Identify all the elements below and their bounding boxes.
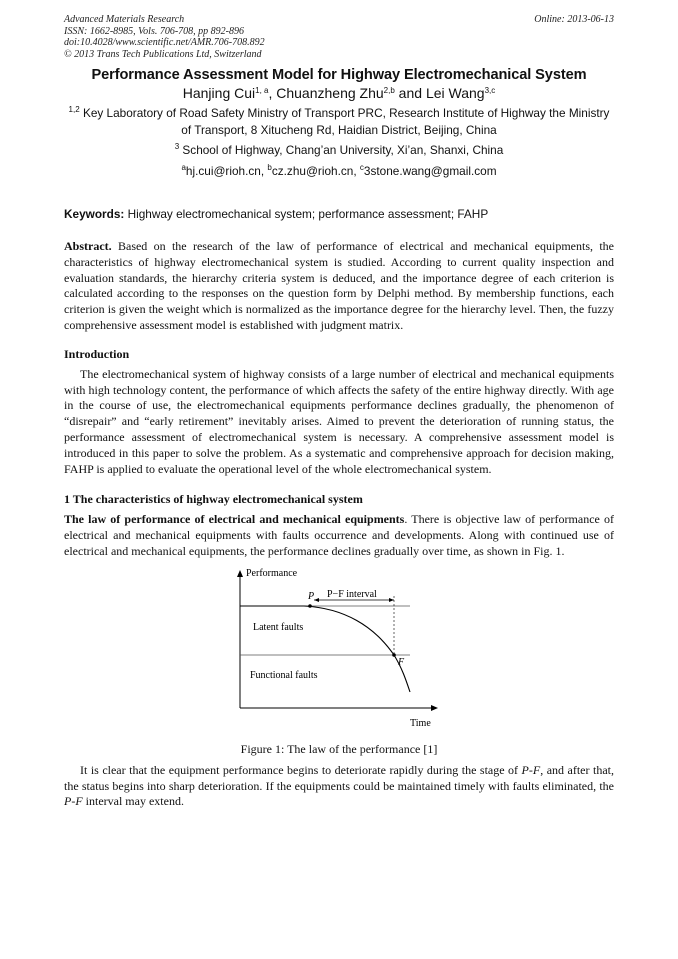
author-sup: 2,b — [383, 86, 395, 95]
section1-paragraph — [64, 512, 614, 559]
email-sup: c — [359, 163, 364, 172]
email-link[interactable]: hj.cui@rioh.cn — [185, 164, 261, 178]
abstract — [64, 239, 614, 334]
keywords-label: Keywords: — [64, 207, 125, 221]
journal-header — [64, 14, 614, 60]
affiliation-text: Key Laboratory of Road Safety Ministry of Transport PRC, Research Institute of Highway the Ministry of Transport, 8 Xitucheng Rd, Haidian District, Beijing, China — [82, 106, 610, 137]
journal-name: Advanced Materials Research — [64, 14, 185, 25]
figure-1 — [64, 568, 614, 738]
author-name: Chuanzheng Zhu — [276, 85, 384, 101]
affiliation-sup: 1,2 — [68, 105, 80, 114]
email-line: $^a$hj.cui@rioh.cn, $^b$cz.zhu@rioh.cn, $^c$3stone.wang@gmail.com — [181, 163, 497, 178]
functional-faults-label: Functional faults — [250, 669, 318, 681]
x-axis-label: Time — [410, 717, 431, 729]
closing-paragraph — [64, 763, 614, 810]
p-label: P — [308, 590, 315, 602]
section1-lead: The law of performance of electrical and mechanical equipments — [64, 512, 405, 527]
pf-arrow-left — [314, 598, 319, 602]
intro-paragraph: The electromechanical system of highway consists of a large number of electrical and mechanical equipments with high technology content, the performance of which affects the safety of the entire highway directly. With age in the course of use, the electromechanical equipments performance declines gradually, the phenomenon of “disrepair” and “early retirement” inevitably arises. Aimed to prevent the deterioration of running status, the performance assessment of electromechanical system is necessary. A comprehensive assessment model is introduced in this paper to solve the problem. As a systematic and comprehensive approach for decision making, FAHP is applied to evaluate the operational level of the whole electromechanical system. — [64, 366, 614, 476]
copyright-line: © 2013 Trans Tech Publications Ltd, Switzerland — [64, 48, 262, 60]
paper-page — [64, 14, 614, 810]
closing-text: interval may extend. — [82, 794, 184, 809]
affiliation-1 — [64, 105, 614, 139]
author-separator: and — [394, 85, 426, 101]
author-sup: 3,c — [484, 86, 496, 95]
x-axis-arrow — [431, 705, 438, 711]
affiliation-sup: 3 — [174, 142, 180, 151]
y-axis-arrow — [237, 570, 243, 577]
paper-title: Performance Assessment Model for Highway Electromechanical System — [91, 67, 587, 83]
pf-term: P-F — [64, 794, 83, 809]
closing-text: , and after that, the status begins into sharp deterioration. If the equipments could be maintained timely with faults eliminated, the — [64, 762, 614, 793]
author-name: Lei Wang — [425, 85, 485, 101]
pf-interval-label: P−F interval — [327, 588, 377, 600]
online-date: Online: 2013-06-13 — [534, 14, 614, 25]
keywords-text: Highway electromechanical system; performance assessment; FAHP — [127, 207, 489, 221]
section-heading-introduction: Introduction — [64, 346, 130, 361]
keywords — [64, 207, 614, 221]
abstract-text: Based on the research of the law of performance of electrical and mechanical equipments, the characteristics of highway electromechanical system is studied. According to current quality inspection and evaluation standards, the hierarchy criteria system is deduced, and the importance degree of each criterion is calculated according to the responses on the question form by Delphi method. By membership functions, each criterion is given the weight which is normalized as the importance degree for the hierarchy level. Then, the fuzzy comprehensive assessment model is established with judgment matrix. — [64, 239, 614, 332]
latent-faults-label: Latent faults — [253, 621, 304, 633]
pf-term: P-F — [521, 762, 541, 777]
email-sup: b — [267, 163, 272, 172]
figure-caption: Figure 1: The law of the performance [1] — [240, 741, 438, 756]
email-sup: a — [181, 163, 186, 172]
issn-line: ISSN: 1662-8985, Vols. 706-708, pp 892-896 — [64, 25, 244, 37]
email-link[interactable]: cz.zhu@rioh.cn — [271, 164, 354, 178]
performance-diagram — [234, 568, 444, 736]
affiliation-2 — [64, 142, 614, 159]
author-separator: , — [268, 85, 277, 101]
f-point — [392, 653, 396, 657]
p-point — [308, 604, 312, 608]
closing-text: It is clear that the equipment performance begins to deteriorate rapidly during the stage of — [80, 762, 522, 777]
pf-arrow-right — [389, 598, 394, 602]
email-link[interactable]: 3stone.wang@gmail.com — [363, 164, 497, 178]
f-label: F — [398, 656, 405, 668]
section-heading-1: 1 The characteristics of highway electromechanical system — [64, 492, 363, 507]
section1-text: . There is objective law of performance of electrical and mechanical equipments with faults occurrence and developments. Along with continued use of electrical and mechanical equipments, the performance declines gradually over time, as shown in Fig. 1. — [64, 512, 614, 558]
abstract-label: Abstract. — [64, 239, 112, 253]
author-name: Hanjing Cui — [182, 85, 256, 101]
affiliation-text: School of Highway, Chang’an University, Xi’an, Shanxi, China — [182, 143, 504, 157]
doi-line: doi:10.4028/www.scientific.net/AMR.706-708.892 — [64, 37, 265, 48]
author-list — [64, 85, 614, 101]
y-axis-label: Performance — [246, 567, 298, 579]
author-sup: 1, a — [255, 86, 269, 95]
